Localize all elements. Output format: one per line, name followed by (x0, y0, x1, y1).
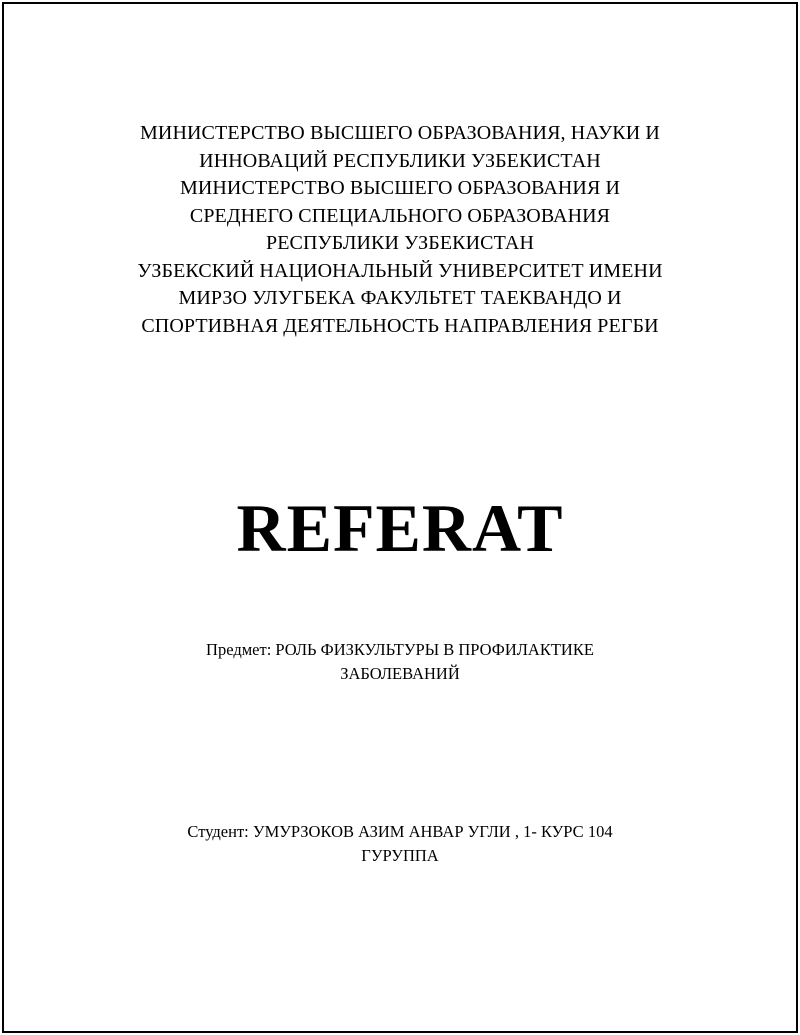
header-line: ИННОВАЦИЙ РЕСПУБЛИКИ УЗБЕКИСТАН (199, 149, 601, 172)
document-title: REFERAT (236, 490, 564, 566)
subject-line: ЗАБОЛЕВАНИЙ (340, 664, 460, 683)
header-line: МИНИСТЕРСТВО ВЫСШЕГО ОБРАЗОВАНИЯ, НАУКИ И (140, 122, 660, 144)
student-line: ГУРУППА (361, 846, 439, 865)
header-line: УЗБЕКСКИЙ НАЦИОНАЛЬНЫЙ УНИВЕРСИТЕТ ИМЕНИ (137, 259, 663, 282)
student-line: Студент: УМУРЗОКОВ АЗИМ АНВАР УГЛИ , 1- КУРС 104 (187, 822, 613, 841)
header-line: СПОРТИВНАЯ ДЕЯТЕЛЬНОСТЬ НАПРАВЛЕНИЯ РЕГБИ (141, 314, 659, 337)
header-line: СРЕДНЕГО СПЕЦИАЛЬНОГО ОБРАЗОВАНИЯ (189, 204, 611, 227)
subject-block (0, 638, 800, 686)
institution-header (0, 120, 800, 340)
header-line: МИНИСТЕРСТВО ВЫСШЕГО ОБРАЗОВАНИЯ И (179, 177, 621, 199)
student-block (0, 820, 800, 868)
header-line: МИРЗО УЛУГБЕКА ФАКУЛЬТЕТ ТАЕКВАНДО И (178, 287, 622, 309)
header-line: РЕСПУБЛИКИ УЗБЕКИСТАН (265, 232, 534, 254)
subject-line: Предмет: РОЛЬ ФИЗКУЛЬТУРЫ В ПРОФИЛАКТИКЕ (206, 640, 594, 659)
